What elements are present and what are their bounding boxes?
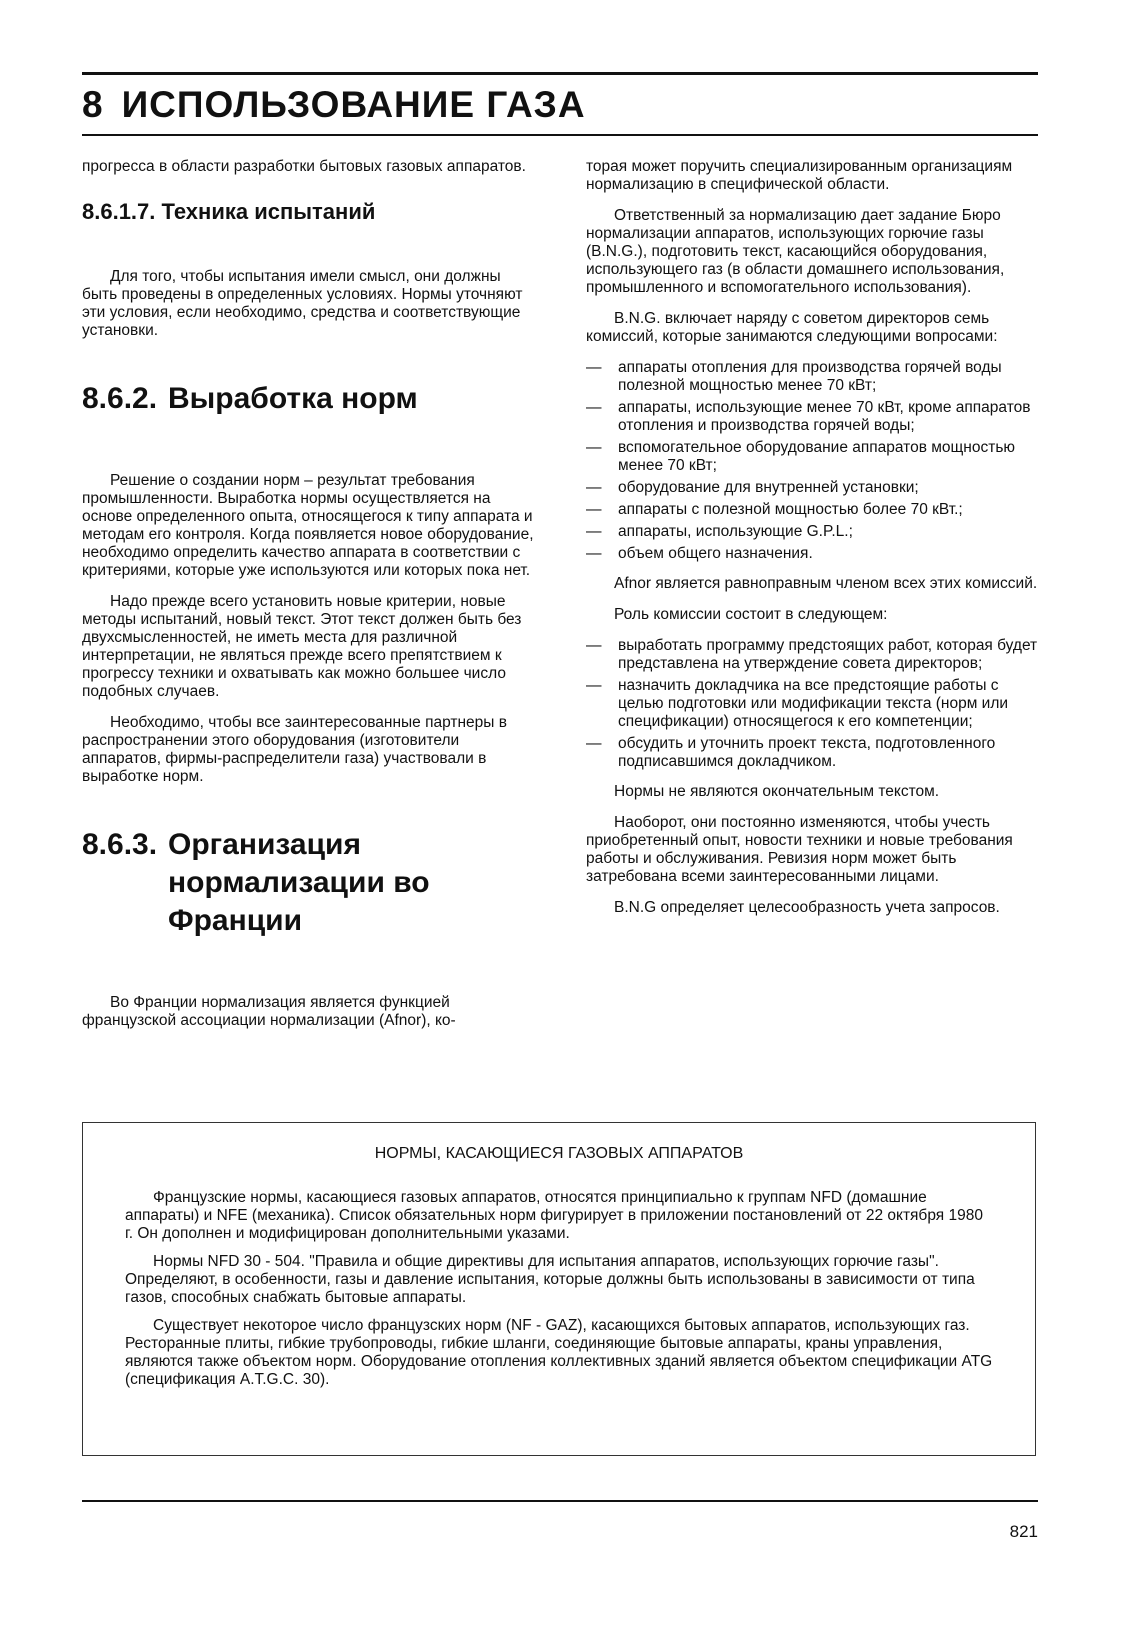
paragraph: Нормы не являются окончательным текстом. — [614, 783, 940, 800]
section-title: Организация нормализации во Франции — [168, 828, 430, 937]
box-title: НОРМЫ, КАСАЮЩИЕСЯ ГАЗОВЫХ АППАРАТОВ — [374, 1145, 744, 1162]
role-list — [586, 637, 1038, 771]
box-paragraph: Французские нормы, касающиеся газовых аппаратов, относятся принципиально к группам NFD (домашние аппараты) и NFE (механика). Список обязательных норм фигурирует в приложении постановлений от 22 октября 1980 г. Он дополнен и модифицирован дополнительными указами. — [125, 1189, 983, 1242]
list-item: — аппараты, использующие G.P.L.; — [586, 523, 1038, 541]
list-item: — аппараты отопления для производства горячей воды полезной мощностью менее 70 кВт; — [586, 359, 1038, 395]
paragraph: Необходимо, чтобы все заинтересованные партнеры в распространении этого оборудования (изготовители аппаратов, фирмы-распределители газа) участвовали в выработке норм. — [82, 714, 507, 785]
list-item: — оборудование для внутренней установки; — [586, 479, 1038, 497]
chapter-header — [82, 84, 586, 126]
paragraph: Ответственный за нормализацию дает задание Бюро нормализации аппаратов, использующих горючие газы (B.N.G.), подготовить текст, касающийся оборудования, использующего газ (в области домашнего использования, промышленного и вспомогательного использования). — [586, 207, 1005, 296]
paragraph: прогресса в области разработки бытовых газовых аппаратов. — [82, 158, 526, 175]
paragraph: Роль комиссии состоит в следующем: — [614, 606, 888, 623]
paragraph: Надо прежде всего установить новые критерии, новые методы испытаний, новый текст. Этот текст должен быть без двухсмысленностей, не иметь места для различной интерпретации, не являться прежде всего препятствием к прогрессу техники и охватывать как можно большее число подобных случаев. — [82, 593, 522, 700]
section-title: Выработка норм — [168, 382, 418, 415]
list-item: — аппараты с полезной мощностью более 70 кВт.; — [586, 501, 1038, 519]
subsection-heading-8617: 8.6.1.7. Техника испытаний — [82, 199, 376, 224]
right-column — [586, 158, 1038, 930]
chapter-title: ИСПОЛЬЗОВАНИЕ ГАЗА — [121, 84, 586, 125]
norms-info-box — [82, 1122, 1036, 1456]
paragraph: B.N.G определяет целесообразность учета запросов. — [614, 899, 1000, 916]
box-paragraph: Нормы NFD 30 - 504. "Правила и общие директивы для испытания аппаратов, использующих горючие газы". Определяют, в особенности, газы и давление испытания, которые должны быть использованы в зависимости от типа газов, способных снабжать бытовые аппараты. — [125, 1253, 975, 1306]
page-number: 821 — [1009, 1522, 1038, 1541]
paragraph: торая может поручить специализированным организациям нормализацию в специфической области. — [586, 158, 1013, 193]
box-paragraph: Существует некоторое число французских норм (NF - GAZ), касающихся бытовых аппаратов, использующих газ. Ресторанные плиты, гибкие трубопроводы, гибкие шланги, соединяющие бытовые аппараты, краны управления, являются также объектом норм. Оборудование отопления коллективных зданий является объектом спецификации ATG (спецификация A.T.G.C. 30). — [125, 1317, 993, 1388]
paragraph: Решение о создании норм – результат требования промышленности. Выработка нормы осуществляется на основе определенного опыта, относящегося к типу аппарата и методам его контроля. Когда появляется новое оборудование, необходимо определить качество аппарата в соответствии с критериями, которые уже используются или которых пока нет. — [82, 472, 534, 579]
footer-rule — [82, 1500, 1038, 1502]
commission-list — [586, 359, 1038, 563]
list-item: — назначить докладчика на все предстоящие работы с целью подготовки или модификации текста (норм или спецификации) относящегося к его компетенции; — [586, 677, 1038, 731]
section-number: 8.6.2. — [82, 382, 158, 415]
paragraph: Наоборот, они постоянно изменяются, чтобы учесть приобретенный опыт, новости техники и новые требования работы и обслуживания. Ревизия норм может быть затребована всеми заинтересованными лицами. — [586, 814, 1013, 885]
list-item: — аппараты, использующие менее 70 кВт, кроме аппаратов отопления и производства горячей воды; — [586, 399, 1038, 435]
list-item: — выработать программу предстоящих работ, которая будет представлена на утверждение совета директоров; — [586, 637, 1038, 673]
paragraph: Во Франции нормализация является функцией французской ассоциации нормализации (Afnor), ко- — [82, 994, 456, 1029]
section-number: 8.6.3. — [82, 828, 158, 861]
section-heading-863 — [82, 826, 534, 940]
list-item: — обсудить и уточнить проект текста, подготовленного подписавшимся докладчиком. — [586, 735, 1038, 771]
section-heading-862 — [82, 380, 534, 418]
paragraph: Afnor является равноправным членом всех этих комиссий. — [614, 575, 1038, 592]
header-bottom-rule — [82, 134, 1038, 136]
list-item: — объем общего назначения. — [586, 545, 1038, 563]
list-item: — вспомогательное оборудование аппаратов мощностью менее 70 кВт; — [586, 439, 1038, 475]
left-column — [82, 158, 534, 1043]
chapter-number: 8 — [82, 84, 104, 125]
paragraph: Для того, чтобы испытания имели смысл, они должны быть проведены в определенных условиях. Нормы уточняют эти условия, если необходимо, средства и соответствующие установки. — [82, 268, 523, 339]
header-top-rule — [82, 72, 1038, 75]
paragraph: B.N.G. включает наряду с советом директоров семь комиссий, которые занимаются следующими вопросами: — [586, 310, 998, 345]
